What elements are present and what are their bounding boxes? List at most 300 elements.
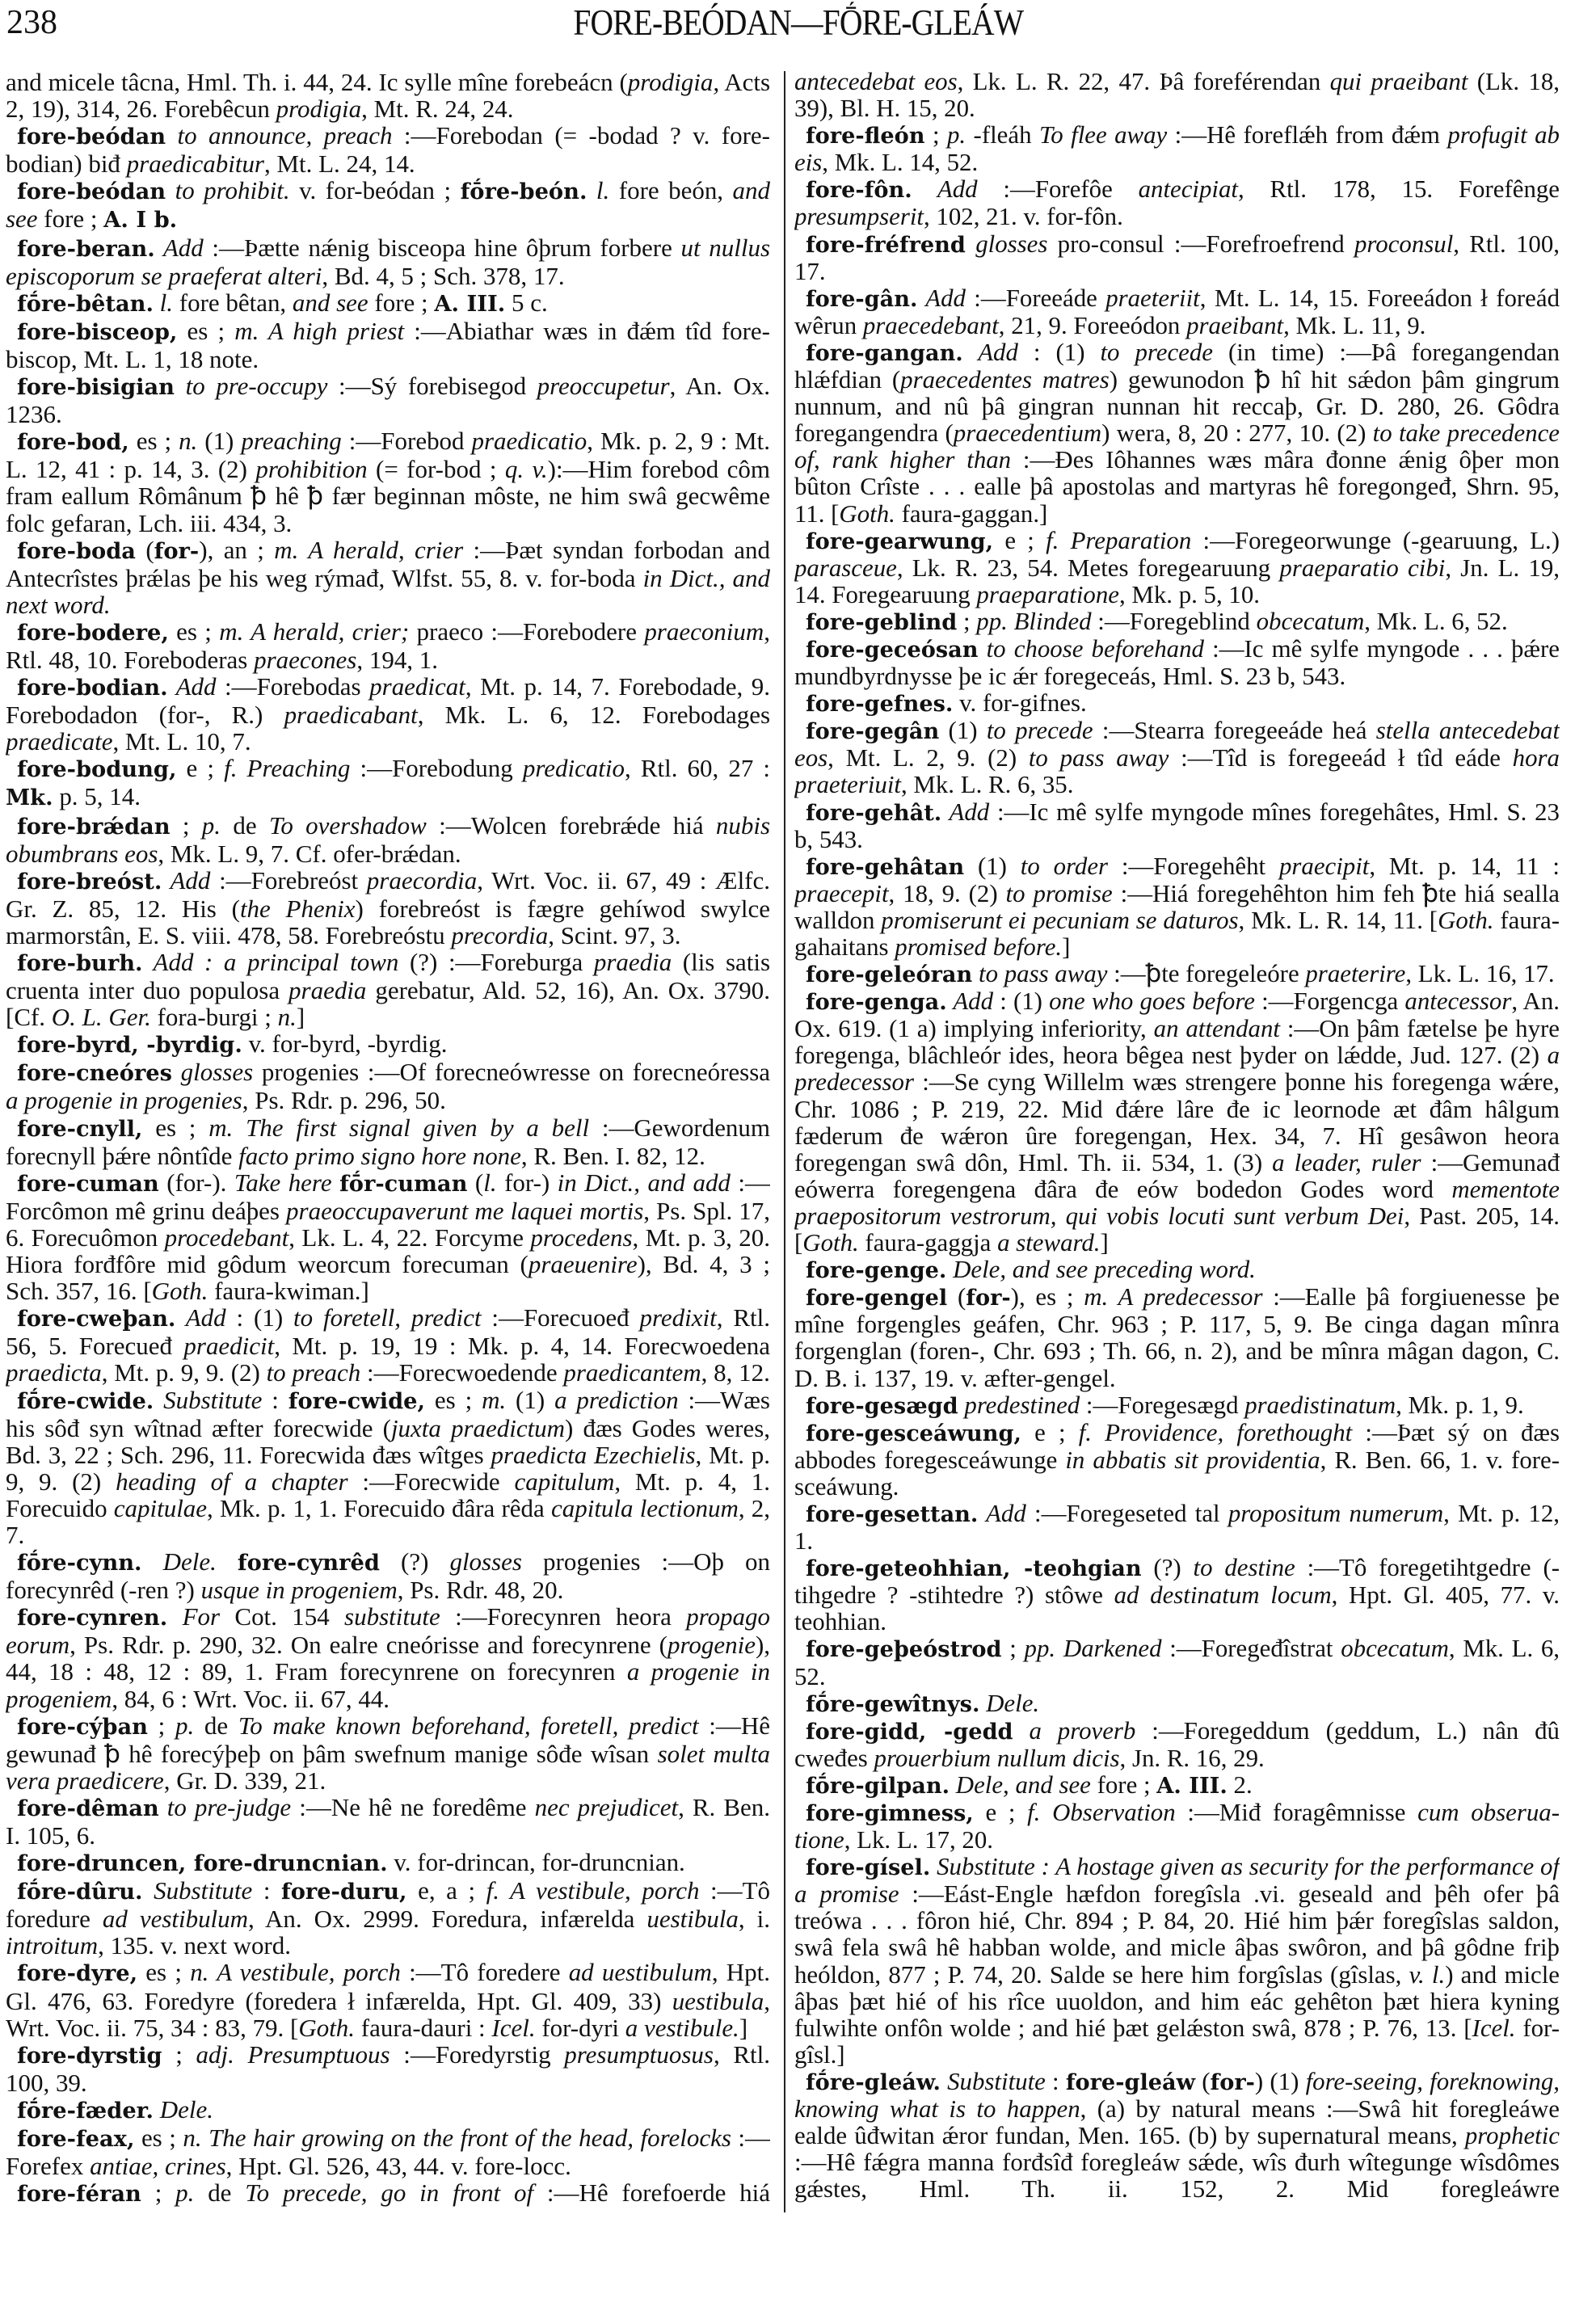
italic-text: m.: [482, 1385, 507, 1414]
headword: A. III.: [434, 290, 506, 317]
italic-text: For: [167, 1602, 221, 1631]
text: :—Hê foreflǽh from đǽm: [1167, 121, 1448, 149]
italic-text: Substitute : A hostage given as security for the performance of a promise: [794, 1853, 1560, 1909]
text: , Mt. p. 4, 1. Forecuido: [6, 1467, 770, 1522]
text: pro-consul :—Forefroefrend: [1047, 229, 1354, 258]
text: v. for-byrd, -byrdig.: [242, 1029, 448, 1059]
headword: fore-beódan: [17, 179, 166, 205]
italic-text: antecipiat: [1138, 175, 1239, 204]
italic-text: n.: [179, 427, 198, 456]
italic-text: capitula lectionum: [551, 1493, 739, 1522]
italic-text: Goth.: [802, 1229, 859, 1257]
italic-text: Goth.: [839, 499, 895, 528]
text: and micele tâcna, Hml. Th. i. 44, 24. Ic sylle mîne forebeácn (: [6, 69, 628, 96]
text: , 18, 9. (2): [888, 879, 1006, 907]
dictionary-entry: [6, 2096, 770, 2124]
text: , Lk. L. 16, 17.: [1405, 960, 1555, 988]
running-title-text: FORE-BEÓDAN—FṒRE-GLEÁW: [573, 2, 1023, 43]
italic-text: praedicat: [369, 672, 465, 701]
text: ) and micle âþas þæt hié of his rîce uuoldon, and him eác gehêton þæt hiera kyning fulwihte onfôn wolde ; and hié þæt gelǽston swâ, 878 ; P. 76, 13. [: [794, 1960, 1560, 2042]
italic-text: Substitute: [940, 2067, 1046, 2095]
dictionary-entry: [794, 1555, 1560, 1635]
italic-text: To precede, go in front of: [245, 2178, 534, 2208]
italic-text: Add: [167, 672, 217, 701]
text: , 8, 12.: [701, 1358, 770, 1387]
headword: fore-geceósan: [806, 636, 979, 663]
italic-text: usque in progeniem: [200, 1576, 398, 1605]
text: , Wrt. Voc. ii. 67, 49 : Ælfc. Gr. Z. 85, 12. His (: [6, 865, 770, 923]
dictionary-entry: [6, 234, 770, 289]
text: , Jn. R. 16, 29.: [1119, 1744, 1265, 1772]
text: :—Foregeseted tal: [1025, 1499, 1228, 1527]
dictionary-entry: [6, 177, 770, 234]
italic-text: Dele, and see: [950, 1770, 1091, 1799]
text: [217, 1547, 238, 1576]
text: de: [221, 810, 269, 840]
headword: A. I b.: [103, 207, 178, 234]
text: , Mk. L. 11, 9.: [1283, 311, 1426, 339]
text: :—Tô foredere: [400, 1958, 569, 1987]
text: :—On þâm fætelse þe hyre foregenga, blâchleór ides, heora bêgea nest þyder on lǽdde, Jud. 127. (2): [794, 1015, 1560, 1070]
headword: fore-bod,: [17, 429, 129, 456]
text: , Hpt. Gl. 526, 43, 44. v. fore-locc.: [225, 2152, 571, 2181]
text: :—Forebod: [341, 427, 472, 456]
headword: fṓre-gleáw.: [806, 2069, 941, 2095]
text: :—Foregeđîstrat: [1161, 1635, 1341, 1663]
italic-text: stella antecedebat eos: [794, 717, 1560, 772]
text: :—Forcômon mê grinu deáþes: [6, 1168, 770, 1225]
dictionary-entry: [794, 608, 1560, 636]
text: (?) :—Foreburga: [398, 948, 594, 976]
text: es ;: [134, 2124, 183, 2153]
headword: for-: [1210, 2069, 1255, 2095]
italic-text: to preach: [266, 1358, 361, 1387]
italic-text: prodigia,: [627, 69, 720, 96]
text: , Hpt. Gl. 405, 77. v. teohhian.: [794, 1581, 1560, 1636]
italic-text: predicatio: [522, 754, 625, 783]
dictionary-entry: [794, 799, 1560, 853]
headword: fore-gísel.: [806, 1854, 931, 1881]
text: ]: [296, 1003, 305, 1032]
text: , i.: [738, 1905, 770, 1934]
dictionary-entry: [6, 1877, 770, 1959]
text: ;: [1001, 1635, 1025, 1663]
headword: fore-gengel: [806, 1285, 948, 1311]
text: , Ps. Rdr. 48, 20.: [397, 1576, 564, 1605]
italic-text: praeibant: [1186, 311, 1284, 339]
dictionary-entry: [794, 961, 1560, 988]
text: , Mk. p. 1, 9.: [1396, 1391, 1524, 1419]
text: , Ps. Rdr. p. 296, 50.: [242, 1086, 446, 1115]
headword: fṓre-fæder.: [17, 2097, 154, 2124]
text: :—Hê gewunađ ꝥ hê forecýþeþ on þâm swefnum manige sôđe wîsan: [6, 1711, 770, 1768]
italic-text: promised before.: [895, 933, 1063, 961]
headword: fṓre-cwide.: [17, 1387, 154, 1414]
text: fore bêtan,: [173, 288, 293, 317]
text: p. 5, 14.: [53, 782, 141, 811]
text: , Mt. L. 24, 14.: [264, 149, 415, 179]
italic-text: a steward.: [997, 1229, 1101, 1257]
dictionary-entry: [794, 690, 1560, 718]
italic-text: f. Observation: [1027, 1799, 1176, 1826]
dictionary-entry: [794, 1854, 1560, 2069]
text: fore ;: [1090, 1770, 1157, 1799]
right-column: [794, 69, 1560, 2208]
text: e ;: [1021, 1418, 1079, 1446]
left-column: [6, 69, 770, 2208]
text: , Gr. D. 339, 21.: [163, 1766, 326, 1795]
dictionary-entry: [6, 1548, 770, 1603]
headword: fṓre-cynn.: [17, 1550, 142, 1576]
text: , 21, 9. Foreeódon: [998, 311, 1187, 339]
dictionary-entry: [794, 1420, 1560, 1501]
headword: fore-dyrstig: [17, 2042, 162, 2069]
italic-text: capitulae: [113, 1493, 208, 1522]
text: :—Forefex: [6, 2124, 770, 2181]
dictionary-entry: [6, 318, 770, 373]
italic-text: Add: [175, 1303, 226, 1332]
dictionary-entry: [6, 1304, 770, 1386]
text: :: [262, 1385, 288, 1414]
headword: fore-cýþan: [17, 1713, 148, 1740]
italic-text: and see: [6, 176, 770, 234]
italic-text: in Dict., and next word.: [6, 563, 770, 619]
text: fore beón,: [609, 176, 733, 205]
text: , Mt. L. 2, 9. (2): [827, 744, 1029, 772]
italic-text: in abbatis sit providentia: [1065, 1446, 1320, 1474]
italic-text: antiae, crines: [90, 2152, 226, 2181]
italic-text: Substitute: [154, 1385, 263, 1414]
text: :—Se cyng Willelm wæs strengere þonne his foregenga wǽre, Chr. 1086 ; P. 219, 22. Mid đǽre lâre đe ic leornode æt đâm hâlgum fæderum đe wǽron ûre foregengan, Hex. 34, 7. Hî gesâwon heora foregengan swâ dôn, Hml. Th. ii. 534, 1. (3): [794, 1068, 1560, 1177]
italic-text: solet multa vera praedicere: [6, 1739, 770, 1795]
text: ):—Him forebod côm fram eallum Rômânum ꝥ hê ꝥ fær beginnan môste, ne him swâ gecwême folc gefaran, Lch. iii. 434, 3.: [6, 455, 770, 537]
headword: fore-cwide,: [288, 1387, 425, 1414]
text: , Mt. p. 12, 1.: [794, 1499, 1560, 1555]
italic-text: Dele.: [154, 2094, 213, 2124]
text: :—Tîd is foregeeád ł tîd eáde: [1169, 744, 1513, 772]
italic-text: substitute: [344, 1602, 440, 1631]
italic-text: v. l.: [1409, 1960, 1446, 1989]
italic-text: mementote praepositorum vestrorum, qui vobis locuti sunt verbum Dei: [794, 1175, 1560, 1230]
headword: fore-fleón: [806, 123, 925, 149]
text: es ;: [425, 1385, 482, 1414]
headword: fore-gleáw: [1065, 2069, 1196, 2095]
text: , Mk. L. 6, 52.: [794, 1635, 1560, 1690]
text: , Lk. L. 4, 22. Forcyme: [288, 1223, 531, 1252]
italic-text: praedicantem: [563, 1358, 701, 1387]
text: , Jn. L. 19, 14. Foregearuung: [794, 554, 1560, 608]
headword: A. III.: [1156, 1772, 1228, 1799]
italic-text: m. A predecessor: [1084, 1283, 1263, 1311]
italic-text: Add: [941, 798, 990, 826]
text: :—Forecwoedende: [360, 1358, 564, 1387]
text: , Ps. Spl. 17, 6. Forecuômon: [6, 1196, 770, 1252]
italic-text: obcecatum: [1341, 1635, 1449, 1663]
text: :—Foregesægd: [1080, 1391, 1245, 1419]
text: , R. Ben. 66, 1. v. fore-sceáwung.: [794, 1446, 1560, 1501]
text: ]: [1100, 1229, 1109, 1257]
headword: for-: [966, 1285, 1011, 1311]
dictionary-entry: [6, 373, 770, 427]
italic-text: praecedentes matres: [900, 366, 1110, 394]
text: :—Wolcen forebrǽde hiá: [426, 810, 716, 840]
italic-text: a vestibule.: [625, 2013, 739, 2042]
italic-text: propago eorum: [6, 1602, 770, 1660]
text: faura-gaggan.]: [895, 499, 1048, 528]
headword: fore-geblind: [806, 608, 958, 635]
text: fore ;: [37, 204, 104, 234]
italic-text: Add: [162, 865, 211, 895]
headword: fore-bisigian: [17, 374, 175, 401]
text: , Mk. L. 14, 52.: [822, 149, 979, 177]
dictionary-entry: [794, 1392, 1560, 1420]
text: , Lk. L. R. 22, 47. Þâ foreférendan: [957, 69, 1330, 95]
dictionary-entry: [794, 1501, 1560, 1555]
italic-text: praedicabitur: [126, 149, 264, 179]
headword: fṓre-gilpan.: [806, 1772, 950, 1799]
dictionary-entry: [794, 1635, 1560, 1690]
text: , Scint. 97, 3.: [548, 920, 681, 949]
text: , R. Ben. I. 82, 12.: [520, 1141, 705, 1170]
headword: fore-breóst.: [17, 868, 162, 895]
entry-continuation: [6, 69, 770, 122]
text: :—Ic mê sylfe myngode . . . þǽre mundbyrdnysse þe ic ǽr foregeceás, Hml. S. 23 b, 543.: [794, 634, 1560, 691]
dictionary-entry: [6, 1059, 770, 1113]
text: es ;: [128, 427, 179, 456]
italic-text: to precede: [1100, 338, 1213, 366]
text: ), 44, 18 : 48, 12 : 89, 1. Fram forecynrene on forecynren: [6, 1631, 770, 1686]
text: , Mk. p. 1, 1. Forecuido đâra rêda: [207, 1493, 551, 1522]
text: , Mk. p. 5, 10.: [1118, 580, 1260, 608]
headword: fore-féran: [17, 2181, 141, 2208]
text: , Wrt. Voc. ii. 75, 34 : 83, 79. [: [6, 1986, 770, 2042]
headword: fore-bodere,: [17, 619, 169, 646]
running-title: [0, 2, 1596, 44]
text: :—Sý forebisegod: [327, 372, 537, 401]
italic-text: praeteriit: [1105, 284, 1200, 312]
text: :—Foreeáde: [965, 284, 1106, 312]
text: (?): [379, 1547, 450, 1576]
dictionary-entry: [6, 949, 770, 1030]
dictionary-entry: [794, 636, 1560, 690]
dictionary-entry: [6, 1849, 770, 1877]
text: (1): [506, 1385, 555, 1414]
dictionary-entry: [6, 537, 770, 618]
italic-text: Icel.: [491, 2013, 536, 2042]
text: (for-).: [158, 1168, 234, 1197]
text: , 194, 1.: [356, 645, 439, 674]
italic-text: promiserunt ei pecuniam se daturos: [881, 906, 1239, 934]
headword: fore-geleóran: [806, 962, 973, 988]
text: (Lk. 18, 39), Bl. H. 15, 20.: [794, 69, 1560, 123]
headword: fore-beódan: [17, 124, 166, 150]
italic-text: predixit: [639, 1303, 717, 1332]
italic-text: ad destinatum locum: [1114, 1581, 1332, 1610]
text: v. for-drincan, for-druncnian.: [387, 1848, 685, 1877]
headword: for-: [154, 537, 200, 564]
dictionary-entry: [794, 988, 1560, 1257]
italic-text: praeparatione: [976, 580, 1119, 608]
dictionary-entry: [6, 1114, 770, 1169]
italic-text: profugit ab eis: [794, 121, 1560, 177]
italic-text: f. Providence, forethought: [1078, 1418, 1353, 1446]
italic-text: Substitute: [142, 1876, 253, 1905]
italic-text: facto primo signo hore none: [238, 1141, 521, 1170]
text: :—Gemunađ eówerra foregengena đâra đe eów bodedon Godes word: [794, 1148, 1560, 1203]
text: :—Wæs his sôđ syn wîtnad æfter forecwide (: [6, 1385, 770, 1442]
italic-text: praecones: [254, 645, 357, 674]
headword: fore-genge.: [806, 1257, 947, 1284]
dictionary-entry: [794, 231, 1560, 285]
text: , An. Ox. 1236.: [6, 372, 770, 429]
text: [332, 1168, 339, 1197]
dictionary-entry: [794, 1690, 1560, 1718]
italic-text: praeconium: [644, 617, 764, 646]
text: , Lk. L. 17, 20.: [844, 1826, 994, 1854]
italic-text: in Dict., and add: [557, 1168, 731, 1197]
text: :: [252, 1876, 282, 1905]
italic-text: a progenie in progeniem: [6, 1657, 770, 1713]
text: es ;: [137, 1958, 191, 1987]
text: , Rtl. 60, 27 :: [625, 754, 770, 783]
dictionary-entry: [794, 122, 1560, 176]
headword: fore-druncen, fore-druncnian.: [17, 1850, 388, 1877]
text: :—Forebodas: [216, 672, 370, 701]
headword: fore-dêman: [17, 1795, 159, 1821]
italic-text: Goth.: [298, 2013, 356, 2042]
text: , Mt. p. 3, 20. Hiora forđfôre mid gôdum weorcum forecuman (: [6, 1223, 770, 1279]
italic-text: predestined: [958, 1391, 1080, 1419]
italic-text: a leader, ruler: [1272, 1148, 1421, 1177]
text: :—Tô foredure: [6, 1876, 770, 1934]
italic-text: introitum: [6, 1931, 99, 1960]
text: ;: [147, 1711, 175, 1740]
text: :—Forecuoeđ: [481, 1303, 640, 1332]
italic-text: m. The first signal given by a bell: [208, 1113, 590, 1142]
text: for-dyri: [535, 2013, 625, 2042]
italic-text: uestibula: [646, 1905, 739, 1934]
text: :—Ne hê ne foredême: [291, 1792, 535, 1821]
text: ]: [739, 2013, 748, 2042]
text: (1): [939, 717, 987, 745]
italic-text: Dele.: [141, 1547, 217, 1576]
italic-text: praedia: [288, 976, 367, 1005]
headword: fore-gân.: [806, 285, 918, 312]
italic-text: p.: [175, 1711, 195, 1740]
italic-text: adj. Presumptuous: [196, 2039, 390, 2069]
text: :—Þæt sý on đæs abbodes foregesceáwunge: [794, 1418, 1560, 1474]
italic-text: to choose beforehand: [978, 634, 1204, 663]
headword: fore-gehât.: [806, 799, 942, 826]
headword: fore-gefnes.: [806, 691, 954, 718]
text: for-): [496, 1168, 558, 1197]
italic-text: praedistinatum: [1244, 1391, 1396, 1419]
text: : (1): [993, 987, 1050, 1016]
dictionary-entry: [6, 2041, 770, 2096]
text: progenies :—Oþ on forecynrêd (-ren ?): [6, 1547, 770, 1605]
italic-text: to pre-judge: [158, 1792, 292, 1821]
italic-text: Add: [912, 175, 978, 204]
text: :—Foregehêht: [1108, 852, 1279, 880]
italic-text: and see: [292, 288, 368, 317]
italic-text: a proverb: [1013, 1716, 1136, 1745]
italic-text: to pass away: [972, 960, 1108, 988]
dictionary-entry: [6, 812, 770, 867]
dictionary-entry: [794, 1284, 1560, 1391]
text: (in time) :—Þâ foregangendan hlǽfdian (: [794, 338, 1560, 394]
text: :—Abiathar wæs in đǽm tîd forebiscop, Mt. L. 1, 18 note.: [6, 316, 770, 373]
italic-text: f. A vestibule, porch: [486, 1876, 700, 1905]
text: , Mt. L. 10, 7.: [112, 727, 251, 756]
headword: fore-gehâtan: [806, 853, 965, 880]
italic-text: praedicabant: [284, 701, 418, 730]
text: v. for-beódan ;: [289, 176, 461, 205]
headword: fore-byrd, -byrdig.: [17, 1032, 242, 1059]
italic-text: Add: [978, 1499, 1026, 1527]
text: ) gewunodon ꝥ hî hit sǽdon þâm gingrum nunnum, and nû þâ gingran nunnan hit reccaþ, Gr. D. 280, 26. Gôdra foregangendra (: [794, 366, 1560, 448]
italic-text: m. A herald, crier;: [219, 617, 410, 646]
italic-text: praeuenire: [528, 1250, 638, 1279]
text: faura-gaggja: [858, 1229, 998, 1257]
italic-text: praecedebant: [862, 311, 999, 339]
headword: fore-gidd, -gedd: [806, 1718, 1013, 1745]
dictionary-entry: [6, 427, 770, 536]
italic-text: nec prejudicet: [534, 1792, 679, 1821]
dictionary-entry: [794, 1718, 1560, 1772]
text: e ;: [993, 526, 1046, 554]
text: 2.: [1227, 1770, 1253, 1799]
headword: fore-cnyll,: [17, 1115, 143, 1142]
text: ;: [162, 2039, 196, 2069]
text: , 2, 7.: [6, 1493, 770, 1549]
text: , Rtl. 100, 39.: [6, 2039, 770, 2097]
italic-text: n. A vestibule, porch: [190, 1958, 401, 1987]
text: e ;: [973, 1799, 1028, 1826]
text: , Mt. p. 9, 9. (2): [101, 1358, 267, 1387]
headword: fore-gesettan.: [806, 1501, 979, 1527]
headword: fṓre-beón.: [460, 179, 587, 205]
headword: fore-fôn.: [806, 177, 912, 204]
italic-text: praecedentium: [953, 419, 1102, 448]
italic-text: Dele.: [979, 1689, 1040, 1717]
text: :—Foredyrstig: [390, 2039, 565, 2069]
text: , Mk. L. 9, 7. Cf. ofer-brǽdan.: [158, 839, 461, 868]
text: , An. Ox. 619. (1 a) implying inferiority,: [794, 987, 1560, 1043]
headword: fore-gesceáwung,: [806, 1420, 1021, 1446]
dictionary-entry: [794, 285, 1560, 339]
text: , Bd. 4, 5 ; Sch. 378, 17.: [322, 261, 565, 290]
text: , Rtl. 178, 15. Forefênge: [1238, 175, 1560, 204]
text: praeco :—Forebodere: [409, 617, 645, 646]
text: for-gîsl.]: [794, 2014, 1560, 2069]
dictionary-entry: [6, 618, 770, 673]
text: :—Hê forefoerde hiá: [533, 2178, 770, 2208]
italic-text: a progenie in progenies: [6, 1086, 242, 1115]
italic-text: uestibula: [672, 1986, 764, 2015]
text: , Mt. p. 14, 7. Forebodade, 9. Forebodadon (for-, R.): [6, 672, 770, 730]
headword: fore-gegân: [806, 718, 940, 745]
text: :—Ic mê sylfe myngode mînes foregehâtes, Hml. S. 23 b, 543.: [794, 798, 1560, 853]
text: es ;: [142, 1113, 209, 1142]
text: :—Foregeblind: [1091, 607, 1257, 635]
headword: fṓre-bêtan.: [17, 290, 154, 317]
dictionary-entry: [794, 339, 1560, 528]
text: :—Ealle þâ forgiuenesse þe mîne forgengles geáfen, Chr. 963 ; P. 117, 5, 9. Be cinga dagan mînra forgenglan (foren-, Chr. 693 ; Th. 66, n. 2), and be mînra mâgan dagon, C. D. B. i. 137, 19. v. æfter-gengel.: [794, 1283, 1560, 1392]
dictionary-entry: [794, 528, 1560, 608]
text: , Past. 205, 14. [: [794, 1202, 1560, 1257]
text: -fleáh: [966, 121, 1039, 149]
headword: fore-feax,: [17, 2126, 135, 2153]
